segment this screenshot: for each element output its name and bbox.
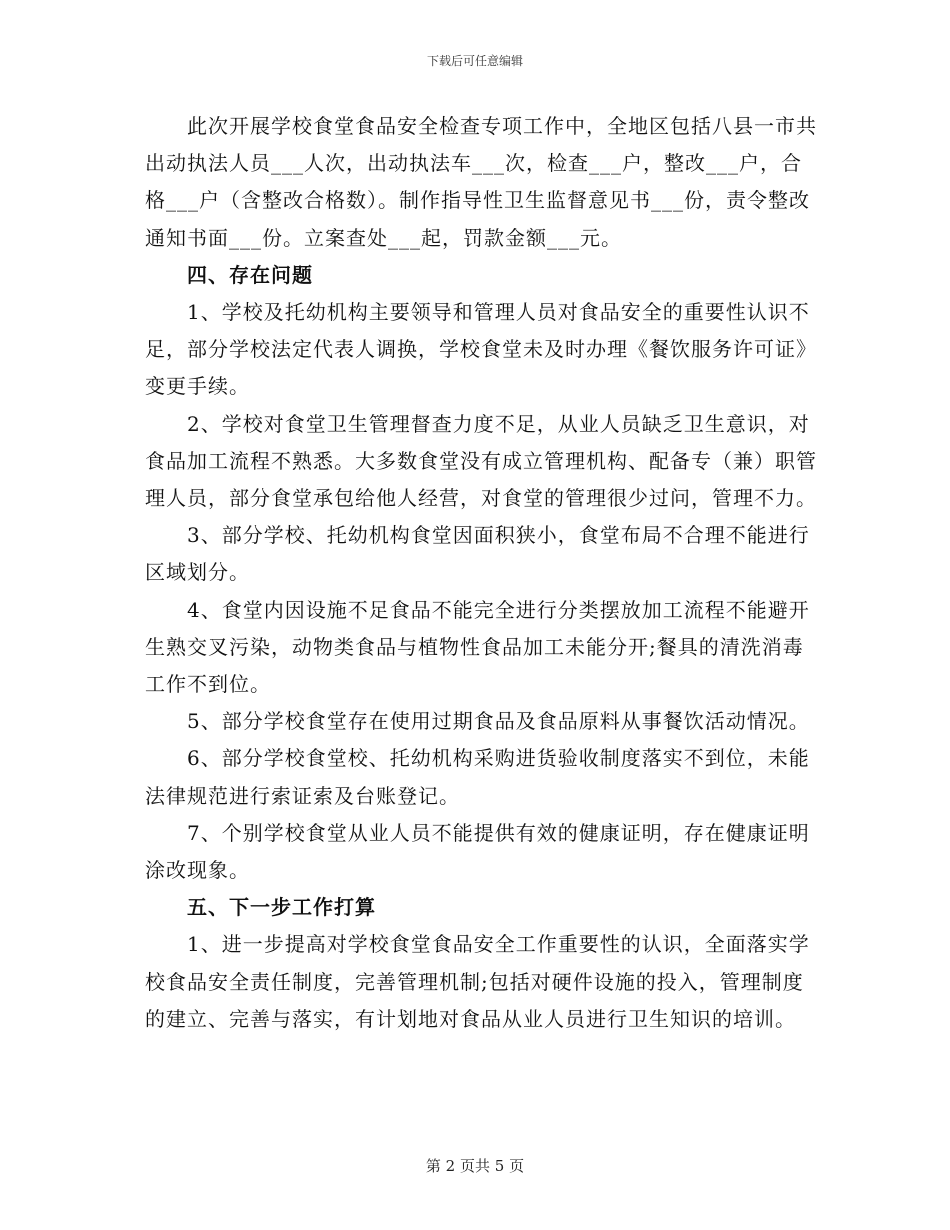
page-header: 下载后可任意编辑	[426, 54, 523, 68]
paragraph-plan-1: 1、进一步提高对学校食堂食品安全工作重要性的认识，全面落实学校食品安全责任制度，完善管理机制;包括对硬件设施的投入，管理制度的建立、完善与落实，有计划地对食品从业人员进行卫生知识的培训。	[145, 932, 810, 1031]
paragraph-problem-4: 4、食堂内因设施不足食品不能完全进行分类摆放加工流程不能避开生熟交叉污染，动物类食品与植物性食品加工未能分开;餐具的清洗消毒工作不到位。	[145, 597, 810, 697]
paragraph-problem-5: 5、部分学校食堂存在使用过期食品及食品原料从事餐饮活动情况。	[187, 709, 810, 734]
section-heading-next-steps: 五、下一步工作打算	[187, 895, 376, 920]
page-number: 第 2 页共 5 页	[425, 1157, 525, 1175]
document-body	[145, 108, 820, 1038]
paragraph-inspection-summary: 此次开展学校食堂食品安全检查专项工作中，全地区包括八县一市共出动执法人员___人次，出动执法车___次，检查___户，整改___户，合格___户（含整改合格数）。制作指导性卫生监督意见书___份，责令整改通知书面___份。立案查处___起，罚款金额___元。	[145, 114, 817, 250]
paragraph-problem-3: 3、部分学校、托幼机构食堂因面积狭小，食堂布局不合理不能进行区域划分。	[145, 523, 810, 585]
paragraph-problem-1: 1、学校及托幼机构主要领导和管理人员对食品安全的重要性认识不足，部分学校法定代表人调换，学校食堂未及时办理《餐饮服务许可证》变更手续。	[145, 300, 817, 399]
section-heading-problems: 四、存在问题	[187, 262, 313, 287]
paragraph-problem-7: 7、个别学校食堂从业人员不能提供有效的健康证明，存在健康证明涂改现象。	[145, 820, 810, 883]
paragraph-problem-2: 2、学校对食堂卫生管理督查力度不足，从业人员缺乏卫生意识，对食品加工流程不熟悉。大多数食堂没有成立管理机构、配备专（兼）职管理人员，部分食堂承包给他人经营，对食堂的管理很少过问，管理不力。	[145, 411, 817, 511]
paragraph-problem-6: 6、部分学校食堂校、托幼机构采购进货验收制度落实不到位，未能法律规范进行索证索及台账登记。	[145, 746, 810, 808]
